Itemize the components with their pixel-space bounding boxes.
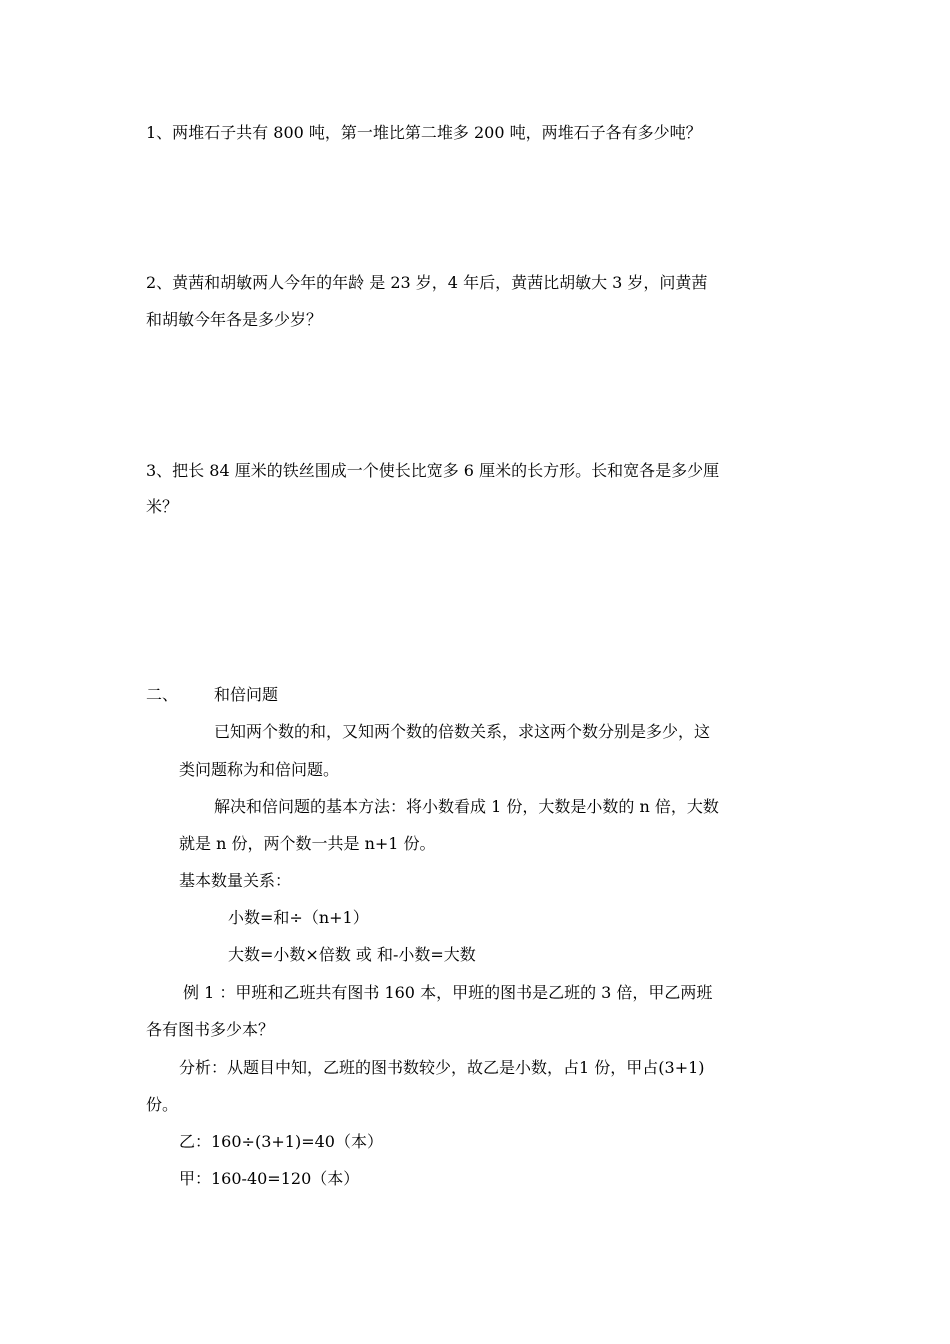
answer-class-b: 乙：160÷(3+1)=40（本） xyxy=(179,1132,383,1151)
relation-title: 基本数量关系： xyxy=(179,871,292,890)
method-line-2: 就是 n 份，两个数一共是 n+1 份。 xyxy=(179,834,436,853)
answer-class-a: 甲：160-40=120（本） xyxy=(179,1169,360,1188)
method-line-1: 解决和倍问题的基本方法：将小数看成 1 份，大数是小数的 n 倍，大数 xyxy=(214,797,719,816)
problem-2-line-2: 和胡敏今年各是多少岁？ xyxy=(146,310,323,329)
example-line-1: 例 1 ：甲班和乙班共有图书 160 本，甲班的图书是乙班的 3 倍，甲乙两班 xyxy=(183,983,713,1002)
example-line-2: 各有图书多少本？ xyxy=(146,1020,275,1039)
section-title: 和倍问题 xyxy=(214,685,279,704)
analysis-line-2: 份。 xyxy=(146,1095,179,1114)
section-number: 二、 xyxy=(146,685,179,704)
problem-3-line-1: 3、把长 84 厘米的铁丝围成一个使长比宽多 6 厘米的长方形。长和宽各是多少厘 xyxy=(146,461,720,480)
analysis-line-1: 分析：从题目中知，乙班的图书数较少，故乙是小数，占1 份，甲占(3+1) xyxy=(179,1058,705,1077)
definition-line-1: 已知两个数的和，又知两个数的倍数关系，求这两个数分别是多少，这 xyxy=(214,722,711,741)
problem-3-line-2: 米？ xyxy=(146,497,179,516)
problem-1-line-1: 1、两堆石子共有 800 吨，第一堆比第二堆多 200 吨，两堆石子各有多少吨？ xyxy=(146,123,702,142)
formula-large: 大数=小数×倍数 或 和-小数=大数 xyxy=(228,945,476,964)
definition-line-2: 类问题称为和倍问题。 xyxy=(179,760,340,779)
formula-small: 小数=和÷（n+1） xyxy=(228,908,369,927)
problem-2-line-1: 2、黄茜和胡敏两人今年的年龄 是 23 岁，4 年后，黄茜比胡敏大 3 岁，问黄茜 xyxy=(146,273,708,292)
